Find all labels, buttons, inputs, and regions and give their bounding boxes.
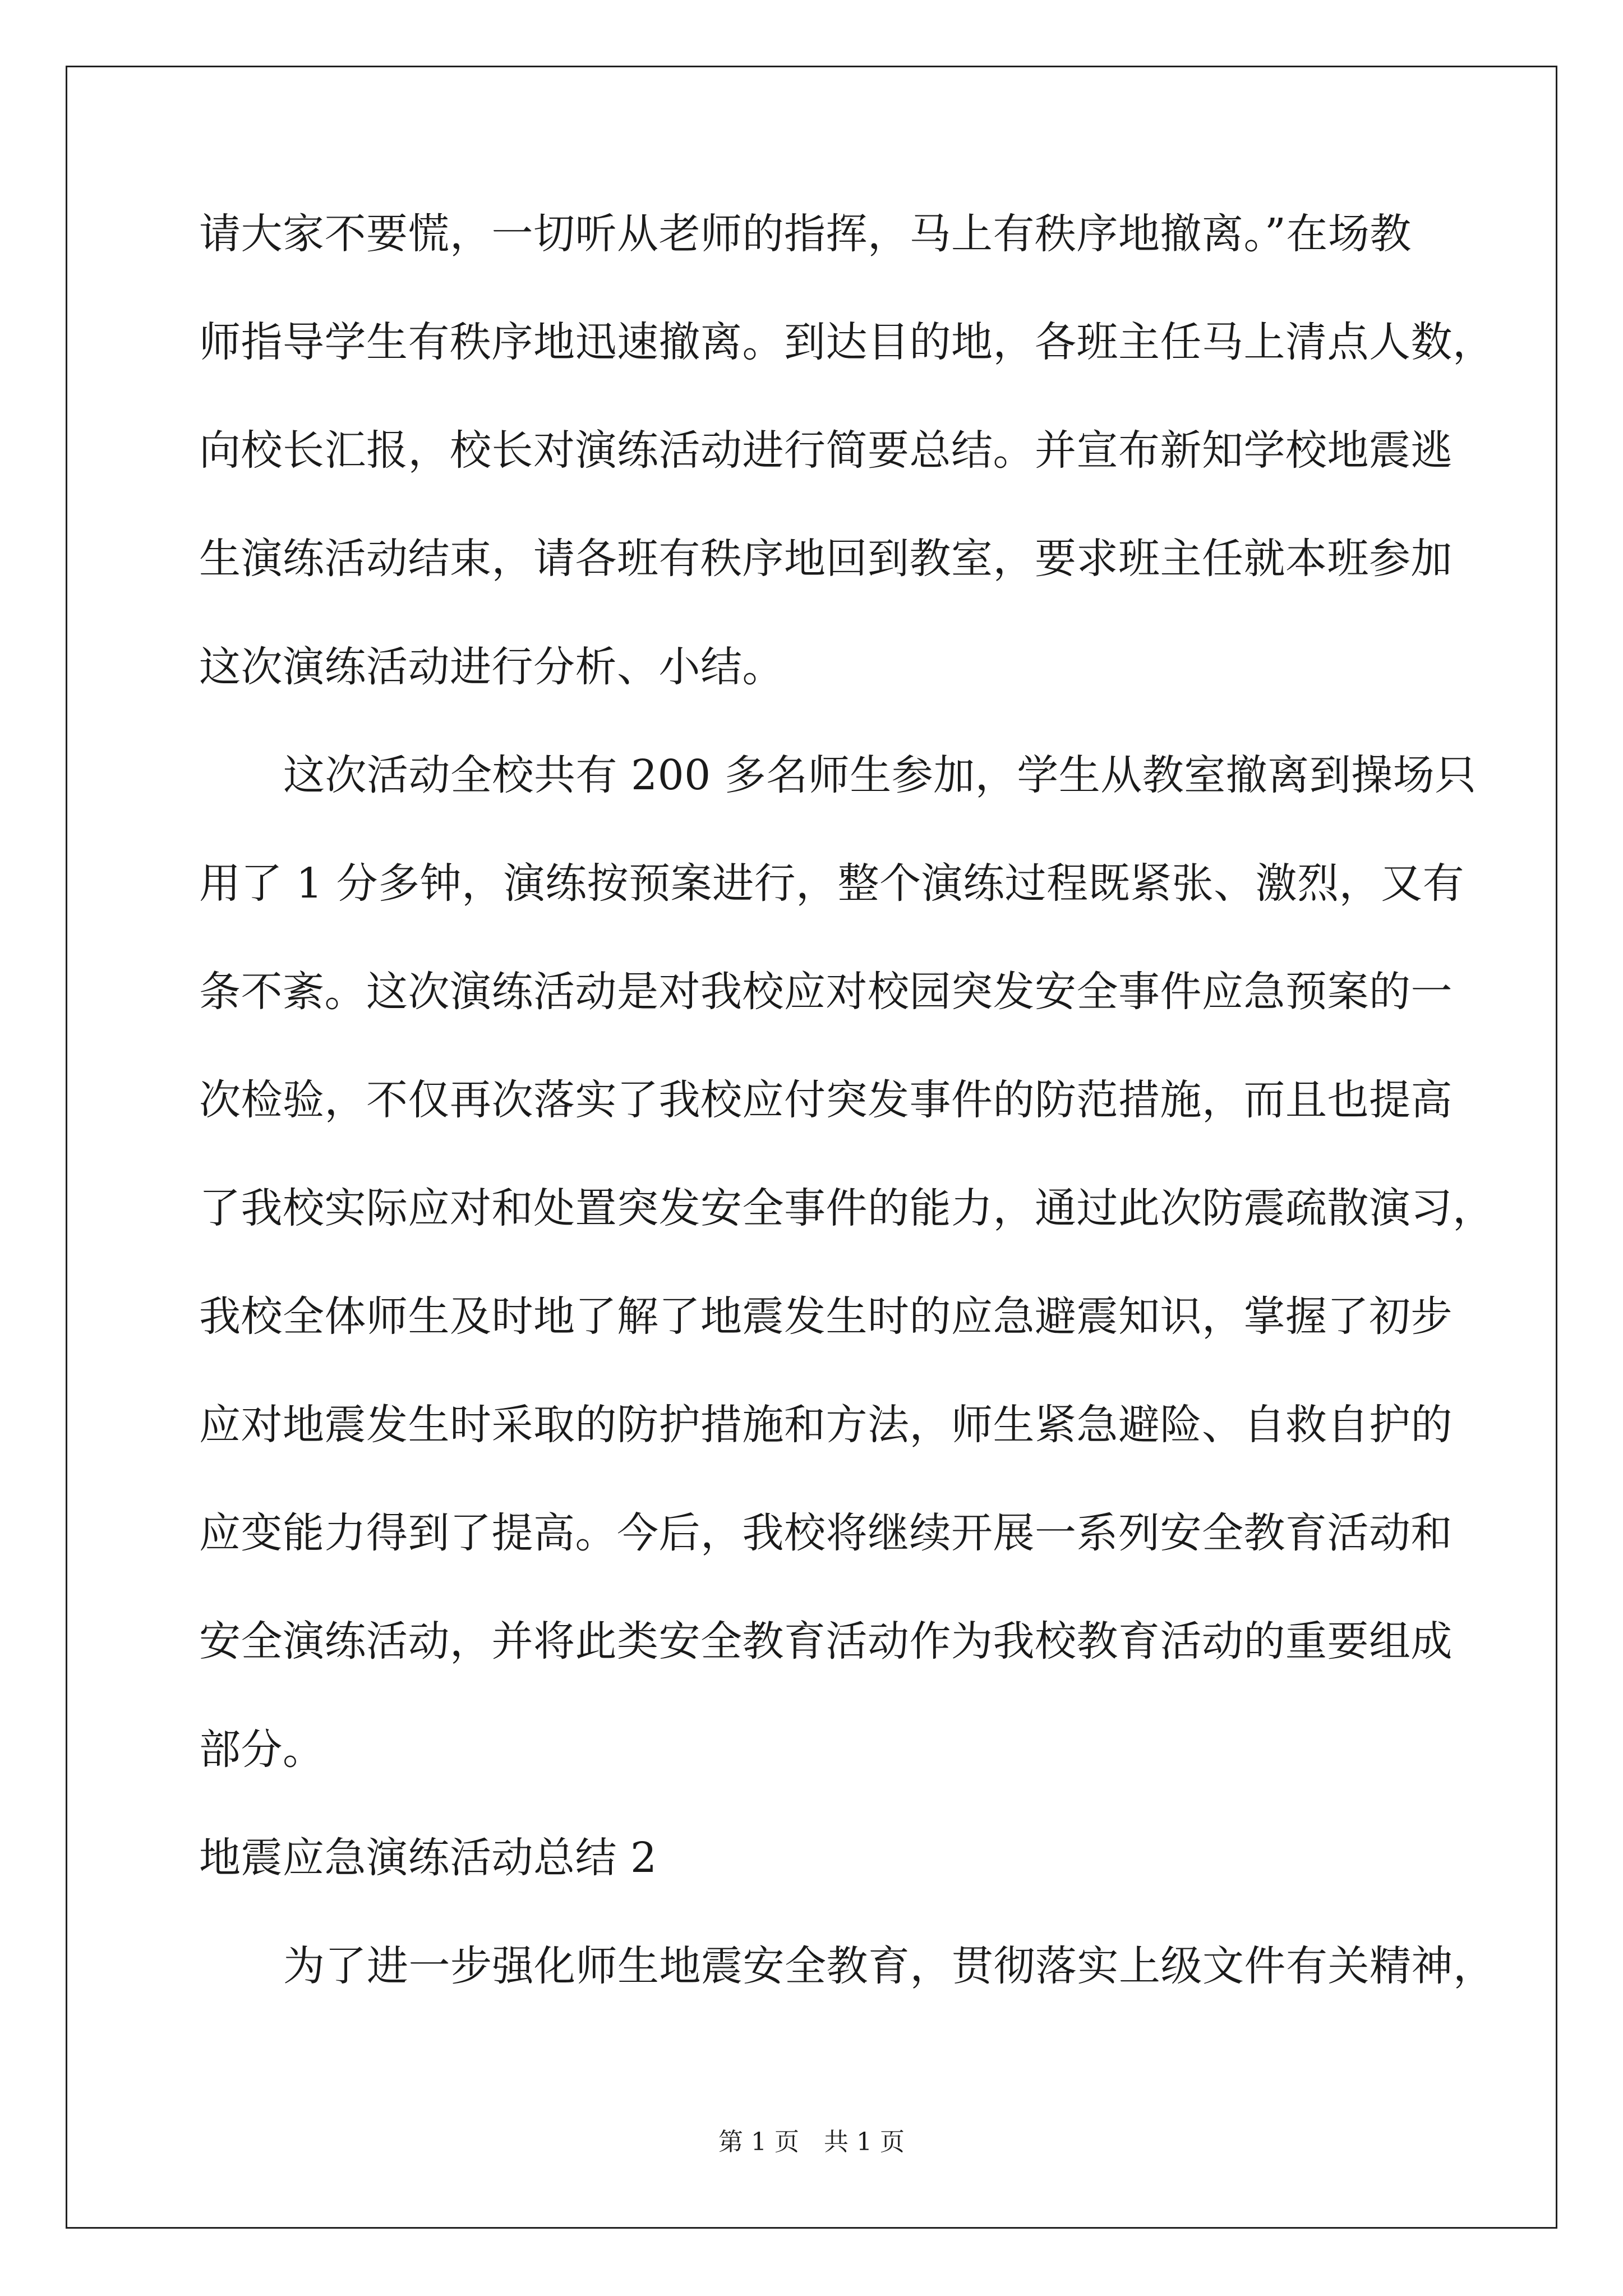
text-line: 安全演练活动，并将此类安全教育活动作为我校教育活动的重要组成 (199, 1617, 1453, 1665)
text-line: 应变能力得到了提高。今后，我校将继续开展一系列安全教育活动和 (199, 1509, 1453, 1557)
text-line: 生演练活动结束，请各班有秩序地回到教室，要求班主任就本班参加 (199, 535, 1453, 583)
text-line: 请大家不要慌，一切听从老师的指挥，马上有秩序地撤离。”在场教 (199, 210, 1412, 258)
text-line: 师指导学生有秩序地迅速撤离。到达目的地，各班主任马上清点人数， (199, 318, 1495, 366)
text-line: 部分。 (199, 1726, 325, 1774)
text-line: 我校全体师生及时地了解了地震发生时的应急避震知识，掌握了初步 (199, 1292, 1453, 1341)
document-body (199, 210, 1495, 2054)
text-line: 次检验，不仅再次落实了我校应付突发事件的防范措施，而且也提高 (199, 1076, 1453, 1124)
text-line: 用了 1 分多钟，演练按预案进行，整个演练过程既紧张、激烈，又有 (199, 859, 1465, 908)
text-line: 为了进一步强化师生地震安全教育，贯彻落实上级文件有关精神， (283, 1942, 1495, 1990)
section-heading: 地震应急演练活动总结 2 (199, 1834, 657, 1882)
text-line: 这次演练活动进行分析、小结。 (199, 643, 784, 691)
text-line: 应对地震发生时采取的防护措施和方法，师生紧急避险、自救自护的 (199, 1401, 1453, 1449)
text-line: 这次活动全校共有 200 多名师生参加，学生从教室撤离到操场只 (283, 751, 1477, 799)
text-line: 了我校实际应对和处置突发安全事件的能力，通过此次防震疏散演习， (199, 1184, 1495, 1232)
text-line: 条不紊。这次演练活动是对我校应对校园突发安全事件应急预案的一 (199, 968, 1453, 1016)
text-line: 向校长汇报，校长对演练活动进行简要总结。并宣布新知学校地震逃 (199, 426, 1453, 475)
page-footer: 第 1 页 共 1 页 (718, 2128, 905, 2156)
